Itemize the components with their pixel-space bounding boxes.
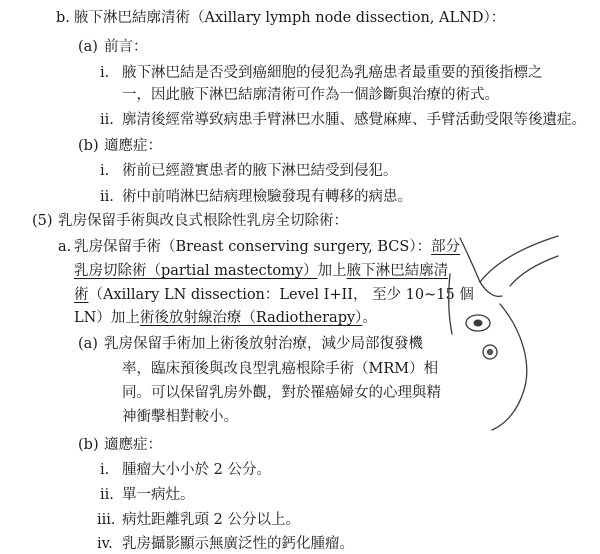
bcs-ind-iv-text: 乳房攝影顯示無廣泛性的鈣化腫瘤。 [122, 536, 354, 552]
bcs-sub-a-line4: 神衝擊相對較小。 [122, 409, 238, 425]
bcs-sub-a-line1: 乳房保留手術加上術後放射治療，減少局部復發機 [104, 336, 423, 352]
item-i-marker: i. [100, 65, 110, 81]
bcs-ind-ii-text: 單一病灶。 [122, 487, 195, 503]
bcs-sub-b-title: 適應症： [104, 437, 162, 453]
bcs-ind-ii-marker: ii. [100, 487, 114, 503]
section-b-marker: b. [56, 10, 70, 26]
sub-b-marker: (b) [78, 138, 99, 154]
indication-i-marker: i. [100, 163, 110, 179]
bcs-ind-iv-marker: iv. [97, 536, 113, 552]
bcs-sub-a-line2: 率，臨床預後與改良型乳癌根除手術（MRM）相 [122, 361, 439, 377]
breast-surgery-illustration [440, 234, 562, 432]
bcs-ind-iii-text: 病灶距離乳頭 2 公分以上。 [122, 512, 300, 528]
incision-mark-icon [466, 315, 490, 331]
item-i-line1: 腋下淋巴結是否受到癌細胞的侵犯為乳癌患者最重要的預後指標之 [122, 65, 543, 81]
nipple-icon [483, 345, 497, 359]
indication-ii-text: 術中前哨淋巴結病理檢驗發現有轉移的病患。 [122, 189, 412, 205]
bcs-sub-a-marker: (a) [78, 336, 98, 352]
axilla-fold [480, 282, 502, 296]
sub-a-marker: (a) [78, 39, 98, 55]
section-5-title: 乳房保留手術與改良式根除性乳房全切除術： [58, 213, 348, 229]
indication-ii-marker: ii. [100, 189, 114, 205]
bcs-line4: LN）加上術後放射線治療（Radiotherapy）。 [74, 310, 377, 326]
item-i-line2: 一，因此腋下淋巴結廓清術可作為一個診斷與治療的術式。 [122, 87, 499, 103]
breast-outline [492, 304, 527, 430]
section-5-marker: (5) [32, 213, 53, 229]
bcs-line3: 術（Axillary LN dissection：Level I+II， 至少 10~15 個 [74, 287, 474, 303]
bcs-sub-a-line3: 同。可以保留乳房外觀，對於罹癌婦女的心理與精 [122, 385, 441, 401]
section-b-title: 腋下淋巴結廓清術（Axillary lymph node dissection, ALND）： [74, 10, 506, 26]
bcs-ind-i-marker: i. [100, 462, 110, 478]
sub-a-title: 前言： [104, 39, 148, 55]
bcs-line1: 乳房保留手術（Breast conserving surgery, BCS）：部分 [74, 239, 461, 255]
bcs-marker: a. [58, 239, 72, 255]
sub-b-title: 適應症： [104, 138, 162, 154]
arm-outline-lower [510, 256, 558, 286]
item-ii-text: 廓清後經常導致病患手臂淋巴水腫、感覺麻痺、手臂活動受限等後遺症。 [122, 112, 586, 128]
bcs-sub-b-marker: (b) [78, 437, 99, 453]
item-ii-marker: ii. [100, 112, 114, 128]
bcs-ind-i-text: 腫瘤大小小於 2 公分。 [122, 462, 271, 478]
bcs-ind-iii-marker: iii. [97, 512, 116, 528]
body-edge [449, 274, 452, 334]
indication-i-text: 術前已經證實患者的腋下淋巴結受到侵犯。 [122, 163, 398, 179]
arm-outline-upper [460, 236, 558, 282]
bcs-line2: 乳房切除術（partial mastectomy）加上腋下淋巴結廓清 [74, 263, 449, 279]
